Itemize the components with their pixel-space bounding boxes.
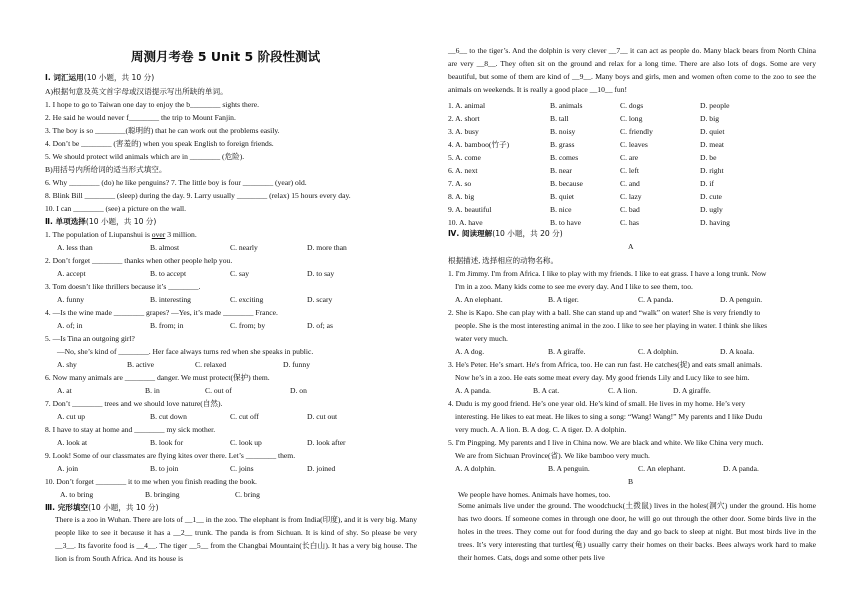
mc-option: D. scary xyxy=(307,295,333,304)
mc-option: D. more than xyxy=(307,243,347,252)
mc-option: B. bringing xyxy=(145,490,180,499)
reading-question-line: Now he’s in a zoo. He eats some meat every day. My good friends Lily and Lucy like to see him. xyxy=(455,373,750,382)
mc-option: A. funny xyxy=(57,295,84,304)
cloze-option: B. tall xyxy=(550,114,569,123)
reading-option: A. A dolphin. xyxy=(455,464,496,473)
cloze-option: B. comes xyxy=(550,153,579,162)
vocab-item: 8. Blink Bill ________ (sleep) during the day. 9. Larry usually ________ (relax) 15 hours every day. xyxy=(45,191,351,200)
reading-option: D. A penguin. xyxy=(720,295,763,304)
reading-question-line: interesting. He likes to eat meat. He likes to sing a song: “Wang! Wang!” My parents and I like Dudu xyxy=(455,412,763,421)
mc-option: D. funny xyxy=(283,360,310,369)
mc-option: B. from; in xyxy=(150,321,184,330)
reading-question: 5. I'm Pingping. My parents and I live in China now. We are black and white. We like China very much. xyxy=(448,438,764,447)
reading-question: 2. She is Kapo. She can play with a ball. She can stand up and “walk” on water! She is very friendly to xyxy=(448,308,761,317)
mc-option: C. joins xyxy=(230,464,254,473)
cloze-option: C. long xyxy=(620,114,643,123)
reading-option: A. A dog. xyxy=(455,347,485,356)
section-b-label: B xyxy=(628,477,634,486)
mc-question: 5. —Is Tina an outgoing girl? xyxy=(45,334,135,343)
part2-heading: Ⅱ. 单项选择(10 小题，共 10 分) xyxy=(45,217,157,226)
cloze-option: B. near xyxy=(550,166,572,175)
reading-option: C. A dolphin. xyxy=(638,347,679,356)
part1-heading: Ⅰ. 词汇运用(10 小题，共 10 分) xyxy=(45,73,155,82)
reading-option: A. A panda. xyxy=(455,386,491,395)
cloze-option: D. meat xyxy=(700,140,725,149)
vocab-item: 6. Why ________ (do) he like penguins? 7. The little boy is four ________ (year) old. xyxy=(45,178,307,187)
cloze-option: D. ugly xyxy=(700,205,723,214)
mc-option: C. say xyxy=(230,269,249,278)
mc-option: A. less than xyxy=(57,243,93,252)
passage-b-intro: We people have homes. Animals have homes, too. xyxy=(458,490,611,499)
mc-option: B. interesting xyxy=(150,295,191,304)
cloze-option: B. nice xyxy=(550,205,572,214)
mc-question: 3. Tom doesn’t like thrillers because it’s ________. xyxy=(45,282,201,291)
mc-option: D. of; as xyxy=(307,321,333,330)
mc-option: A. cut up xyxy=(57,412,86,421)
mc-option: A. join xyxy=(57,464,79,473)
mc-question: 10. Don’t forget ________ it to me when you finish reading the book. xyxy=(45,477,257,486)
cloze-option: C. friendly xyxy=(620,127,653,136)
mc-question: 4. —Is the wine made ________ grapes? —Yes, it’s made ________ France. xyxy=(45,308,278,317)
cloze-option: 2. A. short xyxy=(448,114,480,123)
cloze-option: D. cute xyxy=(700,192,722,201)
vocab-item: 4. Don’t be ________ (害羞的) when you speak English to foreign friends. xyxy=(45,139,274,148)
cloze-option: D. quiet xyxy=(700,127,725,136)
reading-question-line: very much. A. A lion. B. A dog. C. A tiger. D. A dolphin. xyxy=(455,425,627,434)
mc-option: C. relaxed xyxy=(195,360,227,369)
cloze-option: D. people xyxy=(700,101,730,110)
mc-option: B. in xyxy=(145,386,160,395)
part1-sub-b: B)用括号内所给词的适当形式填空。 xyxy=(45,165,167,174)
cloze-option: B. animals xyxy=(550,101,583,110)
page-title: 周测月考卷 5 Unit 5 阶段性测试 xyxy=(131,49,321,64)
mc-option: A. to bring xyxy=(60,490,94,499)
reading-option: D. A giraffe. xyxy=(673,386,711,395)
mc-option: C. bring xyxy=(235,490,260,499)
cloze-option: B. because xyxy=(550,179,583,188)
cloze-passage-part2: __6__ to the tiger’s. And the dolphin is very clever __7__ it can act as people do. Many black bears from North China are very __8__. They often sit on the ground and relax for a long time. There are also lots of dogs. Some are very beautiful, but some of them are kind of __9__. Many boys and girls, men and women often come to the zoo to see the animals on weekends. It is really a good place __10__ fun! xyxy=(448,46,816,94)
part1-sub-a: A)根据句意及英文首字母或汉语提示写出所缺的单词。 xyxy=(45,87,228,96)
reading-option: B. A penguin. xyxy=(548,464,590,473)
reading-question-line: We are from Sichuan Province(省). We like bamboo very much. xyxy=(455,451,650,460)
cloze-option: 6. A. next xyxy=(448,166,478,175)
cloze-option: D. having xyxy=(700,218,730,227)
cloze-option: B. noisy xyxy=(550,127,576,136)
cloze-option: 9. A. beautiful xyxy=(448,205,492,214)
section-a-label: A xyxy=(628,242,634,251)
mc-question: 7. Don’t ________ trees and we should love nature(自然). xyxy=(45,399,223,408)
cloze-option: C. left xyxy=(620,166,639,175)
reading-option: A. An elephant. xyxy=(455,295,503,304)
cloze-option: C. and xyxy=(620,179,640,188)
cloze-option: B. grass xyxy=(550,140,575,149)
mc-option: C. look up xyxy=(230,438,262,447)
reading-question-line: water very much. xyxy=(455,334,508,343)
mc-question: 8. I have to stay at home and ________ my sick mother. xyxy=(45,425,216,434)
reading-question: 3. He's Peter. He’s smart. He's from Africa, too. He can run fast. He catches(捉) and eats small animals. xyxy=(448,360,763,369)
vocab-item: 5. We should protect wild animals which are in ________ (危险). xyxy=(45,152,245,161)
cloze-option: C. has xyxy=(620,218,639,227)
cloze-option: 7. A. so xyxy=(448,179,472,188)
cloze-option: C. lazy xyxy=(620,192,642,201)
cloze-option: D. if xyxy=(700,179,714,188)
mc-question: 2. Don’t forget ________ thanks when other people help you. xyxy=(45,256,233,265)
cloze-option: B. quiet xyxy=(550,192,575,201)
mc-option: B. look for xyxy=(150,438,184,447)
cloze-option: C. bad xyxy=(620,205,640,214)
cloze-option: 8. A. big xyxy=(448,192,475,201)
passage-b: Some animals live under the ground. The woodchuck(土拨鼠) lives in the holes(洞穴) under the ground. His home has two doors. If someone comes in through one door, he will go out through the other door. Some birds live in the holes in the trees. They come out for food during the day and go back to sleep at night. But most birds live in the trees. It’s very interesting that turtles(龟) usually carry their homes on their backs. Bees always work hard to make their homes. Cats, dogs and some other pets live xyxy=(458,501,816,562)
reading-option: C. A lion. xyxy=(608,386,638,395)
reading-option: C. An elephant. xyxy=(638,464,686,473)
reading-option: C. A panda. xyxy=(638,295,674,304)
reading-option: B. A cat. xyxy=(533,386,560,395)
cloze-option: C. leaves xyxy=(620,140,648,149)
mc-question-line: —No, she’s kind of ________. Her face always turns red when she speaks in public. xyxy=(57,347,314,356)
mc-option: A. accept xyxy=(57,269,86,278)
part3-heading: Ⅲ. 完形填空(10 小题，共 10 分) xyxy=(45,503,159,512)
mc-option: A. of; in xyxy=(57,321,83,330)
vocab-item: 2. He said he would never f________ the trip to Mount Fanjin. xyxy=(45,113,236,122)
mc-option: A. at xyxy=(57,386,72,395)
reading-question-line: I'm in a zoo. Many kids come to see me every day. And I like to see them, too. xyxy=(455,282,693,291)
mc-option: D. joined xyxy=(307,464,336,473)
reading-question: 4. Dudu is my good friend. He’s one year old. He’s kind of small. He lives in my home. He’s very xyxy=(448,399,746,408)
cloze-option: 10. A. have xyxy=(448,218,483,227)
reading-option: D. A koala. xyxy=(720,347,755,356)
mc-option: C. nearly xyxy=(230,243,258,252)
reading-option: B. A giraffe. xyxy=(548,347,586,356)
reading-option: D. A panda. xyxy=(723,464,759,473)
vocab-item: 3. The boy is so ________(聪明的) that he can work out the problems easily. xyxy=(45,126,280,135)
mc-question: 6. Now many animals are ________ danger. We must protect(保护) them. xyxy=(45,373,270,382)
cloze-option: 1. A. animal xyxy=(448,101,486,110)
cloze-option: B. to have xyxy=(550,218,582,227)
cloze-option: 5. A. come xyxy=(448,153,481,162)
cloze-option: D. be xyxy=(700,153,717,162)
mc-option: D. look after xyxy=(307,438,346,447)
cloze-passage-part1: There is a zoo in Wuhan. There are lots of __1__ in the zoo. The elephant is from India(印度), and it is very big. Many people like to see it because it has a __2__ trunk. The panda is from Sichuan. It is kind of shy. So please be very __3__. Its favorite food is __4__. The tiger __5__ from the Changbai Mountain(长白山). It has a very big house. The lion is from South Africa. And its house is xyxy=(55,515,417,563)
cloze-option: 4. A. bamboo(竹子) xyxy=(448,140,510,149)
cloze-option: D. right xyxy=(700,166,724,175)
mc-option: C. out of xyxy=(205,386,232,395)
mc-option: D. cut out xyxy=(307,412,338,421)
mc-option: A. look at xyxy=(57,438,88,447)
mc-option: D. on xyxy=(290,386,307,395)
mc-option: B. to join xyxy=(150,464,179,473)
mc-option: C. cut off xyxy=(230,412,259,421)
reading-question: 1. I'm Jimmy. I'm from Africa. I like to play with my friends. I like to eat grass. I have a long trunk. Now xyxy=(448,269,767,278)
cloze-option: C. dogs xyxy=(620,101,644,110)
mc-option: B. active xyxy=(127,360,154,369)
mc-option: C. from; by xyxy=(230,321,266,330)
cloze-option: D. big xyxy=(700,114,719,123)
mc-option: C. exciting xyxy=(230,295,264,304)
cloze-option: C. are xyxy=(620,153,639,162)
mc-question: 1. The population of Liupanshui is over 3 million. xyxy=(45,230,197,239)
mc-question: 9. Look! Some of our classmates are flying kites over there. Let’s ________ them. xyxy=(45,451,296,460)
reading-instruction: 根据描述, 选择相应的动物名称。 xyxy=(448,256,559,265)
part4-heading: Ⅳ. 阅读理解(10 小题，共 20 分) xyxy=(448,229,563,238)
mc-option: B. cut down xyxy=(150,412,187,421)
mc-option: B. almost xyxy=(150,243,180,252)
reading-option: B. A tiger. xyxy=(548,295,579,304)
vocab-item: 1. I hope to go to Taiwan one day to enjoy the b________ sights there. xyxy=(45,100,260,109)
vocab-item: 10. I can ________ (see) a picture on the wall. xyxy=(45,204,187,213)
mc-option: A. shy xyxy=(57,360,77,369)
cloze-option: 3. A. busy xyxy=(448,127,479,136)
mc-option: D. to say xyxy=(307,269,335,278)
reading-question-line: people. She is the most interesting animal in the zoo. I like to see her playing in water. I think she likes xyxy=(455,321,768,330)
mc-option: B. to accept xyxy=(150,269,187,278)
